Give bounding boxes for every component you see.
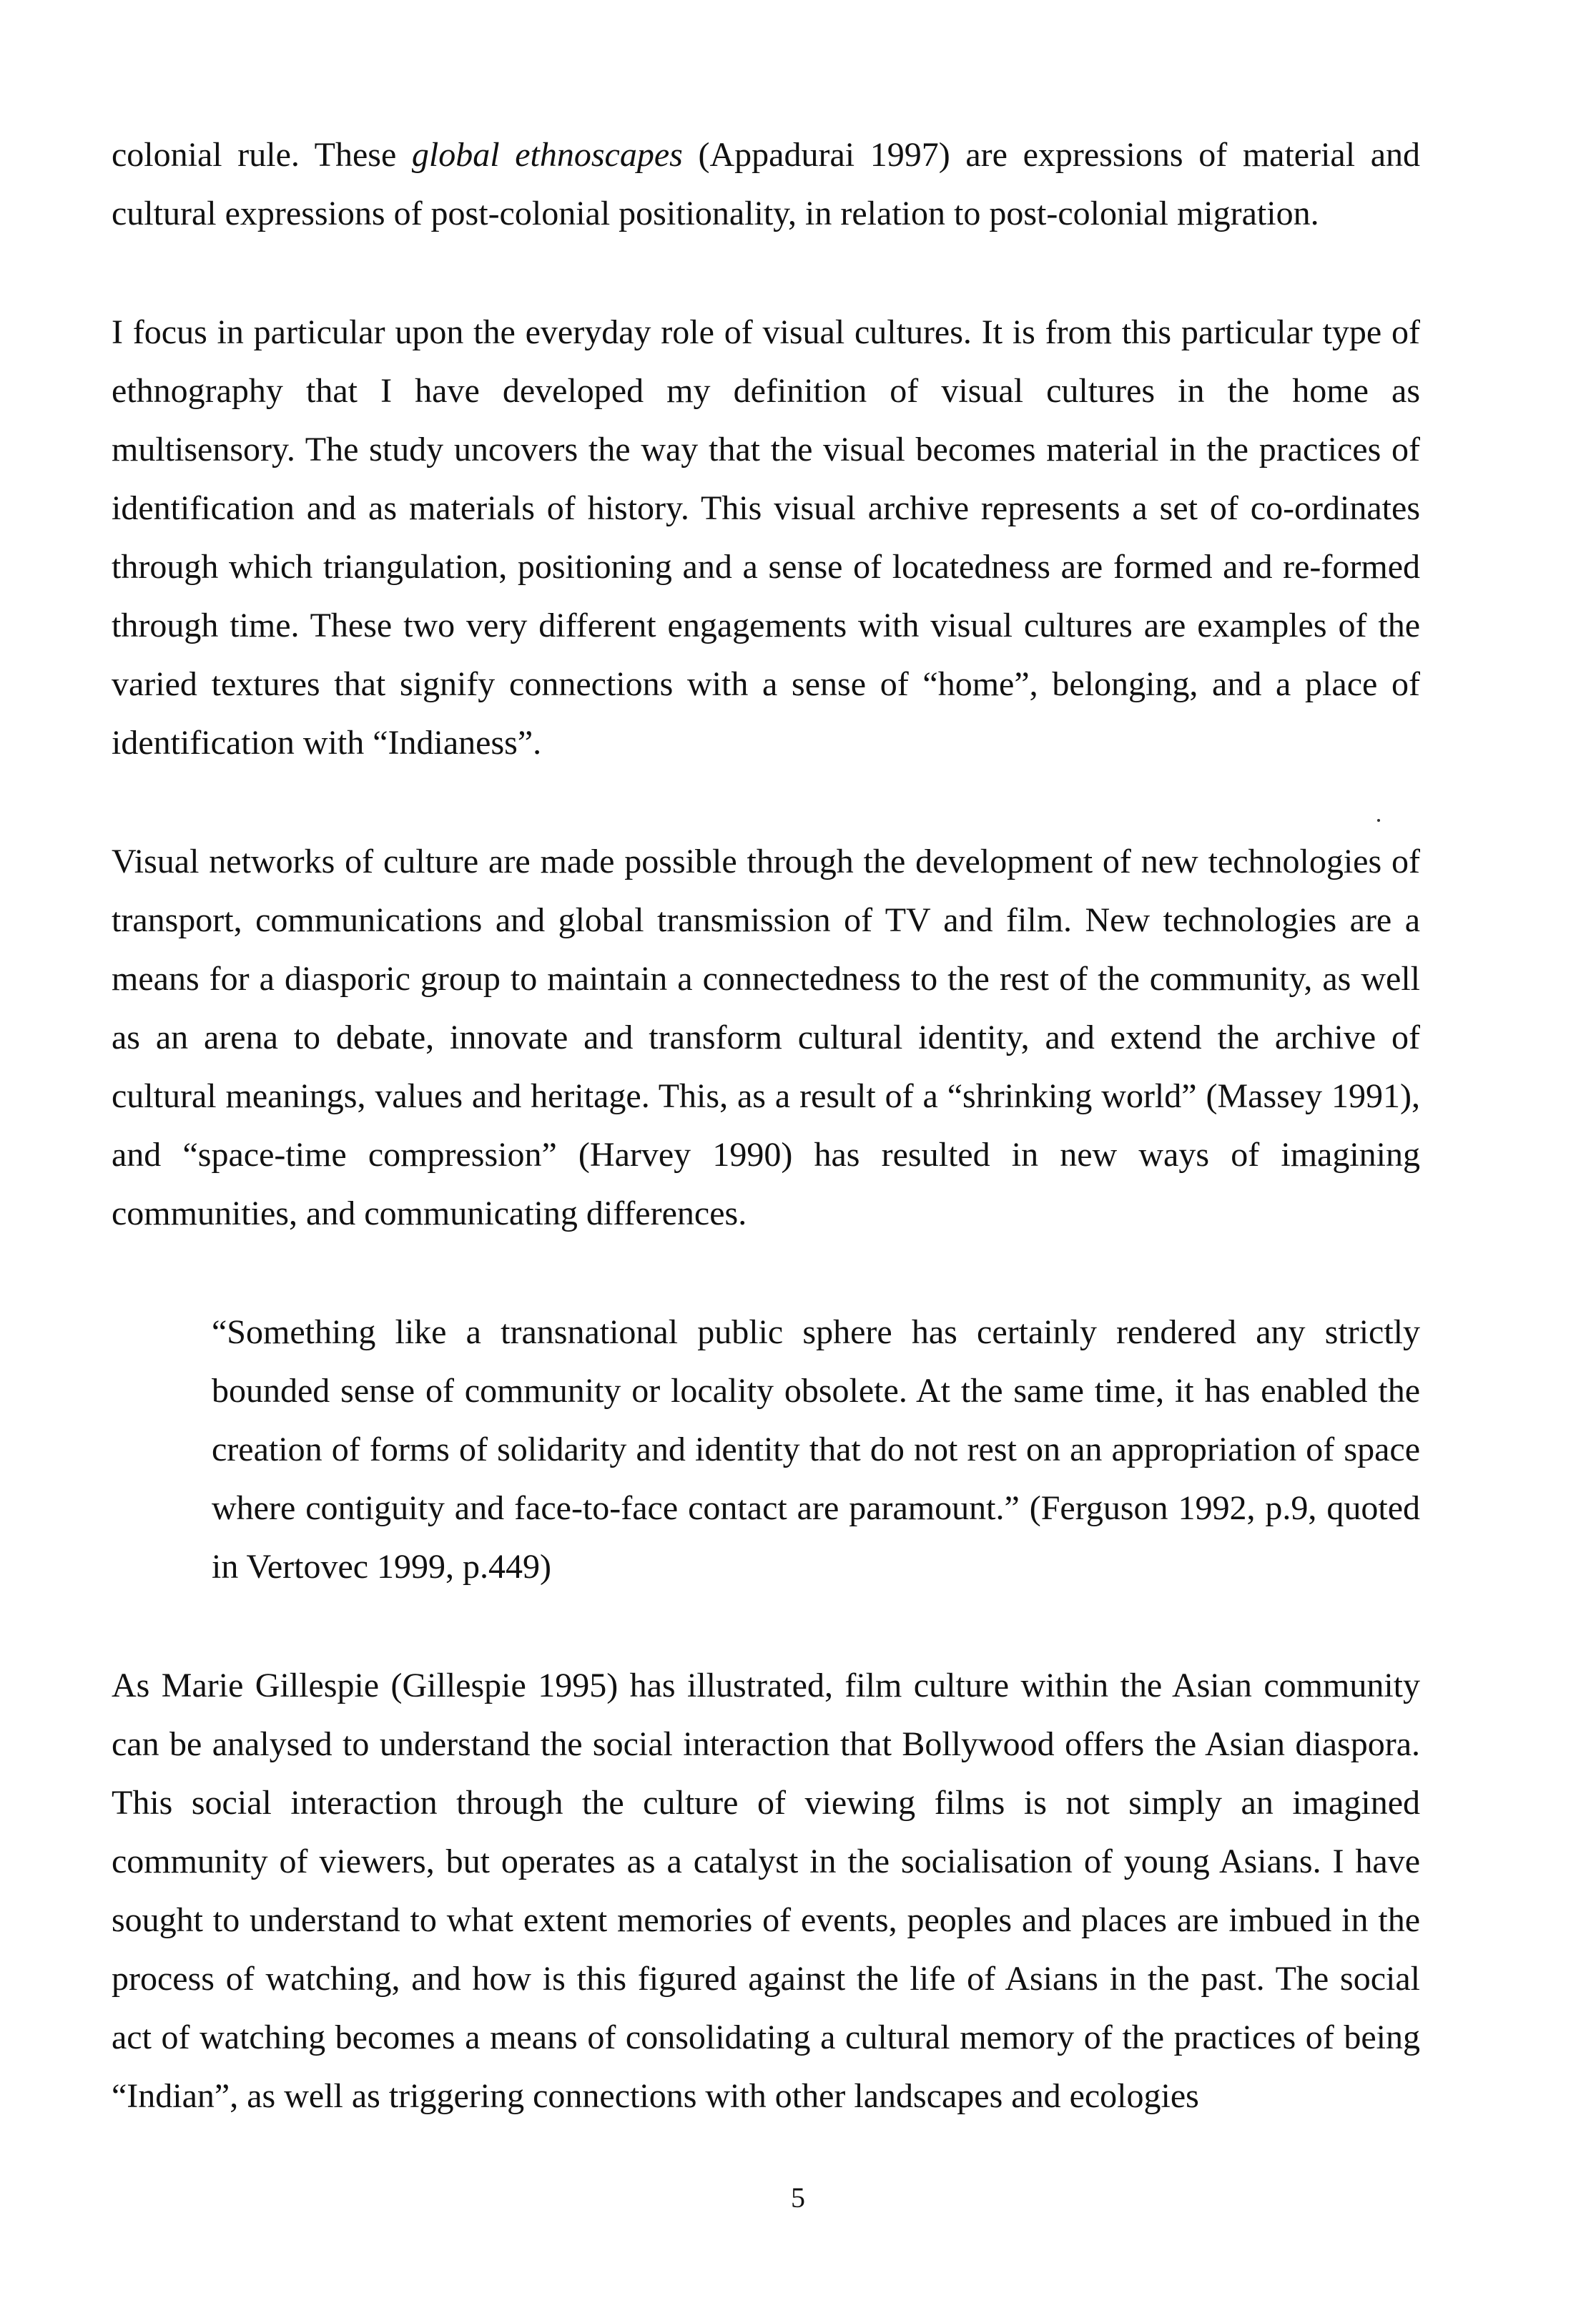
page-body (112, 126, 1420, 2126)
page-number: 5 (791, 2182, 805, 2214)
italic-term-global-ethnoscapes: global ethnoscapes (411, 136, 683, 174)
paragraph-visual-networks: Visual networks of culture are made possible through the development of new technologies of transport, communications and global transmission of TV and film. New technologies are a means for a diasporic group to maintain a connectedness to the rest of the community, as well as an arena to debate, innovate and transform cultural identity, and extend the archive of cultural meanings, values and heritage. This, as a result of a “shrinking world” (Massey 1991), and “space-time compression” (Harvey 1990) has resulted in new ways of imagining communities, and communicating differences. (112, 843, 1420, 1232)
paragraph-visual-cultures: I focus in particular upon the everyday role of visual cultures. It is from this particular type of ethnography that I have developed my definition of visual cultures in the home as multisensory. The study uncovers the way that the visual becomes material in the practices of identification and as materials of history. This visual archive represents a set of co-ordinates through which triangulation, positioning and a sense of locatedness are formed and re-formed through time. These two very different engagements with visual cultures are examples of the varied textures that signify connections with a sense of “home”, belonging, and a place of identification with “Indianess”. (112, 313, 1420, 762)
paragraph-1-lead-text: colonial rule. These (112, 136, 412, 174)
paragraph-1-trail-text: (Appadurai 1997) are expressions of material and cultural expressions of post-colonial positionality, in relation to post-colonial migration. (112, 136, 1421, 232)
paragraph-gillespie: As Marie Gillespie (Gillespie 1995) has illustrated, film culture within the Asian community can be analysed to understand the social interaction that Bollywood offers the Asian diaspora. This social interaction through the culture of viewing films is not simply an imagined community of viewers, but operates as a catalyst in the socialisation of young Asians. I have sought to understand to what extent memories of events, peoples and places are imbued in the process of watching, and how is this figured against the life of Asians in the past. The social act of watching becomes a means of consolidating a cultural memory of the practices of being “Indian”, as well as triggering connections with other landscapes and ecologies (112, 1667, 1420, 2115)
scan-speck (1377, 819, 1380, 822)
block-quote-ferguson: “Something like a transnational public sphere has certainly rendered any strictly bounded sense of community or locality obsolete. At the same time, it has enabled the creation of forms of solidarity and identity that do not rest on an appropriation of space where contiguity and face-to-face contact are paramount.” (Ferguson 1992, p.9, quoted in Vertovec 1999, p.449) (212, 1313, 1420, 1586)
paragraph-colonial-rule (112, 126, 1420, 243)
